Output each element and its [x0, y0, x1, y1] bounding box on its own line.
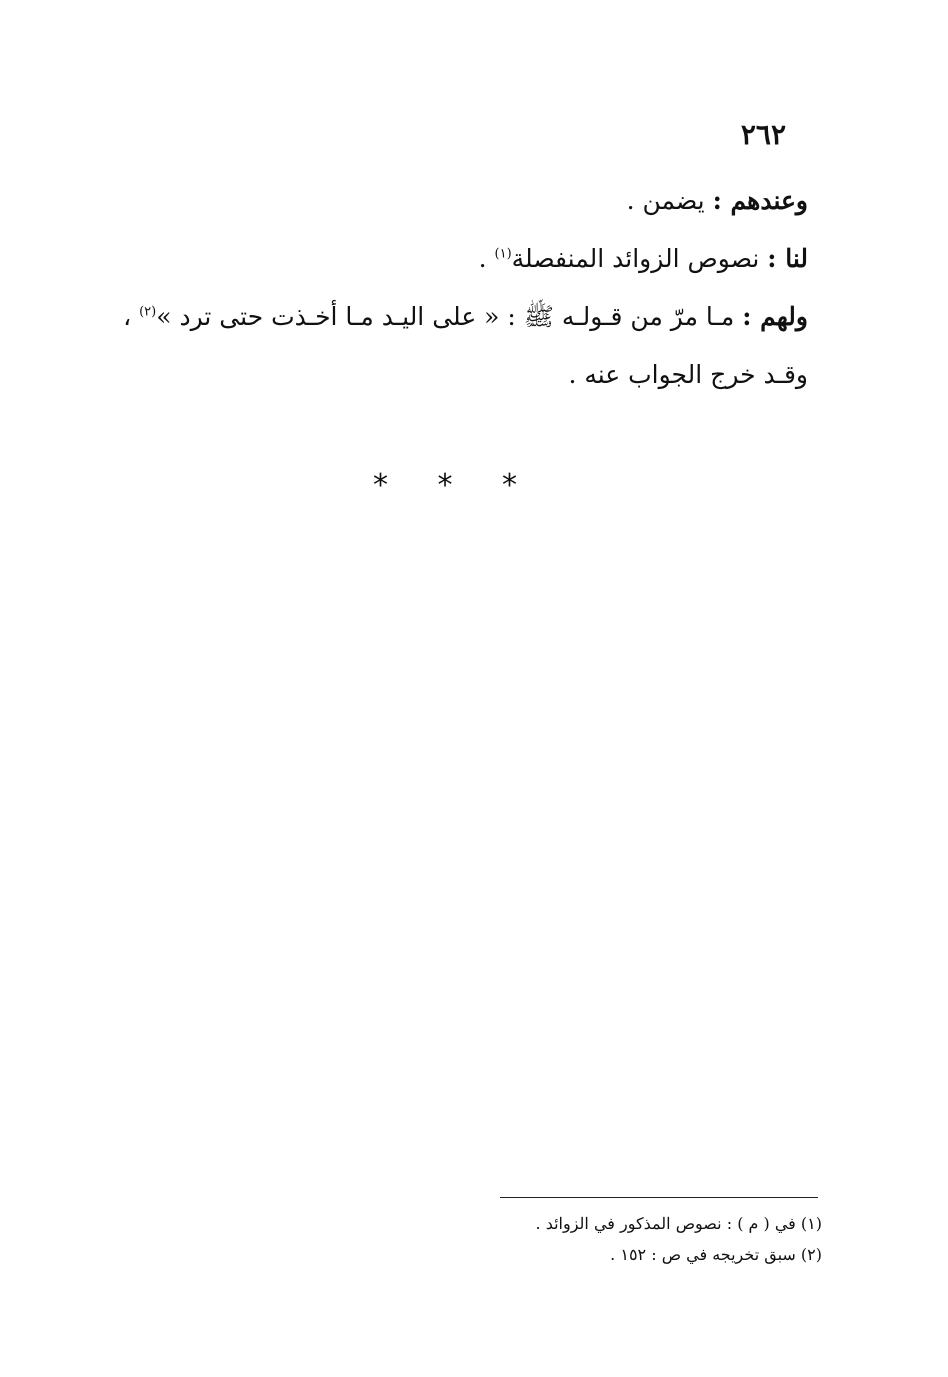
footnote-separator [500, 1197, 818, 1198]
paragraph-end: . [478, 244, 495, 273]
paragraph-text: نصوص الزوائد المنفصلة [511, 244, 768, 273]
term-label: لنا : [767, 244, 808, 273]
term-label: ولهم : [742, 302, 808, 331]
term-label: وعندهم : [712, 186, 808, 215]
footnote-1: (١) في ( م ) : نصوص المذكور في الزوائد . [535, 1214, 822, 1233]
paragraph-our-evidence [113, 230, 808, 288]
paragraph-text: مـا مرّ من قـولـه ﷺ : « على اليـد مـا أخـذت حتى ترد » [156, 302, 743, 331]
paragraph-text: يضمن . [626, 186, 713, 215]
main-text [113, 172, 808, 404]
page-number: ٢٦٢ [740, 118, 786, 151]
paragraph-theirs-opinion [113, 172, 808, 230]
footnote-ref: (٢) [139, 304, 157, 320]
section-divider: * * * [372, 468, 538, 503]
paragraph-their-evidence [113, 288, 808, 404]
paragraph-continuation: ، وقـد خرج الجواب عنه . [123, 302, 808, 389]
footnotes [322, 1208, 822, 1270]
footnote-2: (٢) سبق تخريجه في ص : ١٥٢ . [610, 1245, 822, 1264]
footnote-ref: (١) [494, 246, 512, 262]
